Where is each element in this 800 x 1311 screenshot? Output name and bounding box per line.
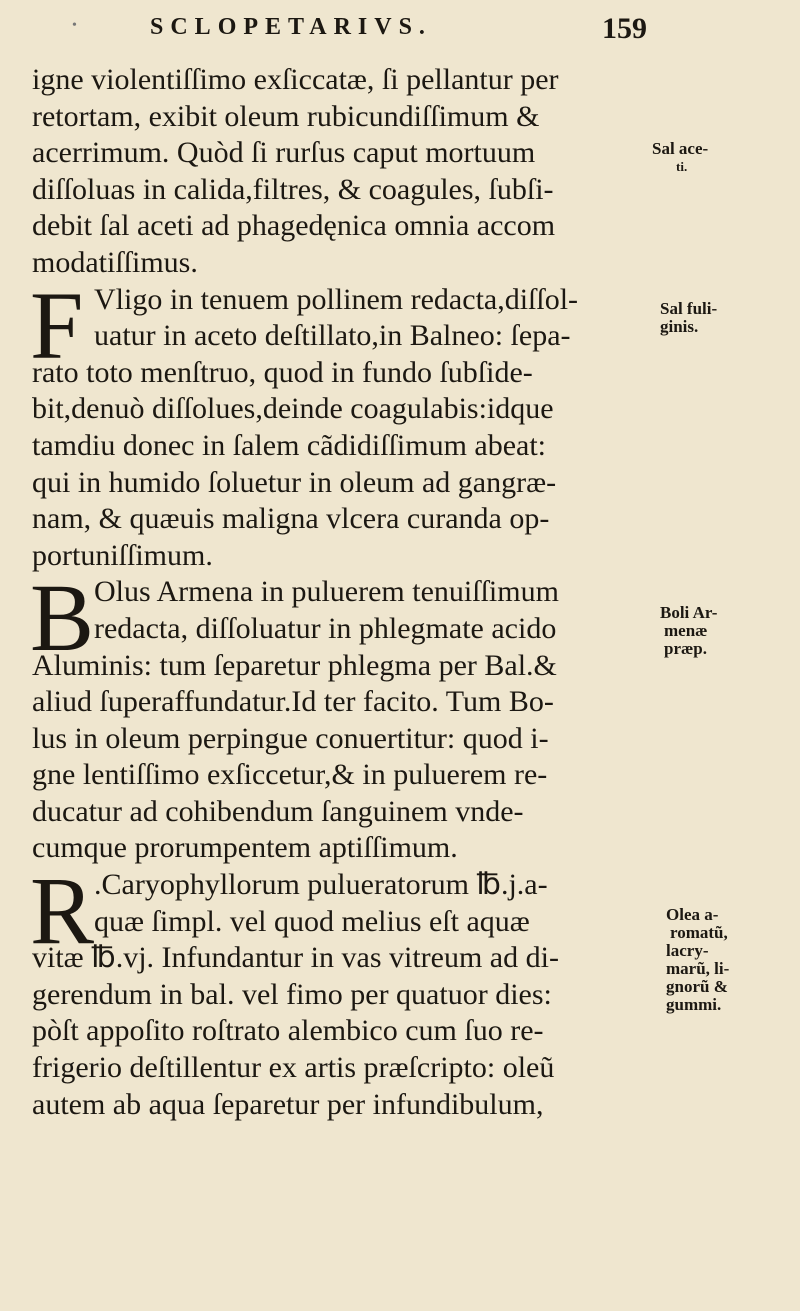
margin-line: Boli Ar- [660, 603, 718, 622]
drop-cap-f: F [30, 271, 84, 379]
page-number: 159 [602, 12, 647, 45]
margin-line: Sal ace- [652, 139, 709, 158]
margin-line: ginis. [660, 317, 699, 336]
text-line: gne lentiſſimo exſiccetur,& in puluerem re- [32, 758, 548, 792]
text-line: Vligo in tenuem pollinem redacta,diſſol- [94, 282, 579, 316]
text-line: .Caryophyllorum pulueratorum ℔.j.a- [94, 868, 548, 902]
margin-line: lacry- [666, 941, 709, 960]
margin-line: præp. [664, 639, 707, 658]
running-head: SCLOPETARIVS. [150, 14, 432, 40]
text-line: retortam, exibit oleum rubicundiſſimum & [32, 99, 540, 133]
marginal-note-sal-aceti [652, 140, 787, 176]
text-line: bit,denuò diſſolues,deinde coagulabis:idque [32, 392, 554, 426]
text-line: redacta, diſſoluatur in phlegmate acido [94, 611, 557, 645]
text-line: ducatur ad cohibendum ſanguinem vnde- [32, 794, 524, 828]
text-line: rato toto menſtruo, quod in fundo ſubſide- [32, 355, 533, 389]
text-line: acerrimum. Quòd ſi rurſus caput mortuum [32, 136, 536, 170]
text-line: nam, & quæuis maligna vlcera curanda op- [32, 502, 550, 536]
drop-cap-b: B [30, 564, 95, 672]
paragraph-4 [30, 857, 652, 1123]
text-line: uatur in aceto deſtillato,in Balneo: ſepa- [94, 319, 571, 353]
text-line: pòſt appoſito roſtrato alembico cum ſuo re- [32, 1014, 544, 1048]
paragraph-1 [32, 62, 652, 282]
paragraph-2 [30, 271, 652, 575]
margin-line: Sal fuli- [660, 299, 718, 318]
marginal-note-boli-armenae [660, 604, 795, 658]
header-dot: • [72, 18, 77, 33]
text-line: vitæ ℔.vj. Infundantur in vas vitreum ad di- [32, 941, 559, 975]
margin-line: marũ, li- [666, 959, 730, 978]
body-text [32, 62, 652, 1123]
text-line: igne violentiſſimo exſiccatæ, ſi pellantur per [32, 63, 559, 96]
text-line: Olus Armena in puluerem tenuiſſimum [94, 575, 559, 609]
text-line: diſſoluas in calida,filtres, & coagules, ſubſi- [32, 172, 554, 206]
text-line: cumque prorumpentem aptiſſimum. [32, 831, 458, 865]
text-line: debit ſal aceti ad phagedęnica omnia accom [32, 209, 556, 243]
text-line: Aluminis: tum ſeparetur phlegma per Bal.& [32, 648, 557, 682]
text-line: modatiſſimus. [32, 245, 198, 279]
margin-line: gummi. [666, 995, 722, 1014]
margin-line: Olea a- [666, 905, 719, 924]
drop-cap-r: R [30, 857, 95, 965]
text-line: gerendum in bal. vel fimo per quatuor dies: [32, 977, 552, 1011]
text-line: portuniſſimum. [32, 538, 213, 572]
text-line: tamdiu donec in ſalem cãdidiſſimum abeat: [32, 428, 547, 462]
text-line: quæ ſimpl. vel quod melius eſt aquæ [94, 904, 530, 938]
text-line: aliud ſuperaffundatur.Id ter facito. Tum Bo- [32, 685, 554, 719]
marginal-note-olea [666, 906, 800, 1014]
margin-line: romatũ, [670, 923, 728, 942]
marginal-note-sal-fuliginis [660, 300, 795, 336]
paragraph-3 [30, 564, 652, 867]
margin-line: ti. [676, 159, 688, 174]
text-line: qui in humido ſoluetur in oleum ad gangræ- [32, 465, 557, 499]
page-header [0, 14, 800, 54]
text-line: lus in oleum perpingue conuertitur: quod i- [32, 721, 549, 755]
text-line: frigerio deſtillentur ex artis præſcripto: oleũ [32, 1051, 555, 1085]
margin-line: menæ [664, 621, 708, 640]
margin-line: gnorũ & [666, 977, 728, 996]
text-line: autem ab aqua ſeparetur per infundibulum, [32, 1087, 544, 1121]
